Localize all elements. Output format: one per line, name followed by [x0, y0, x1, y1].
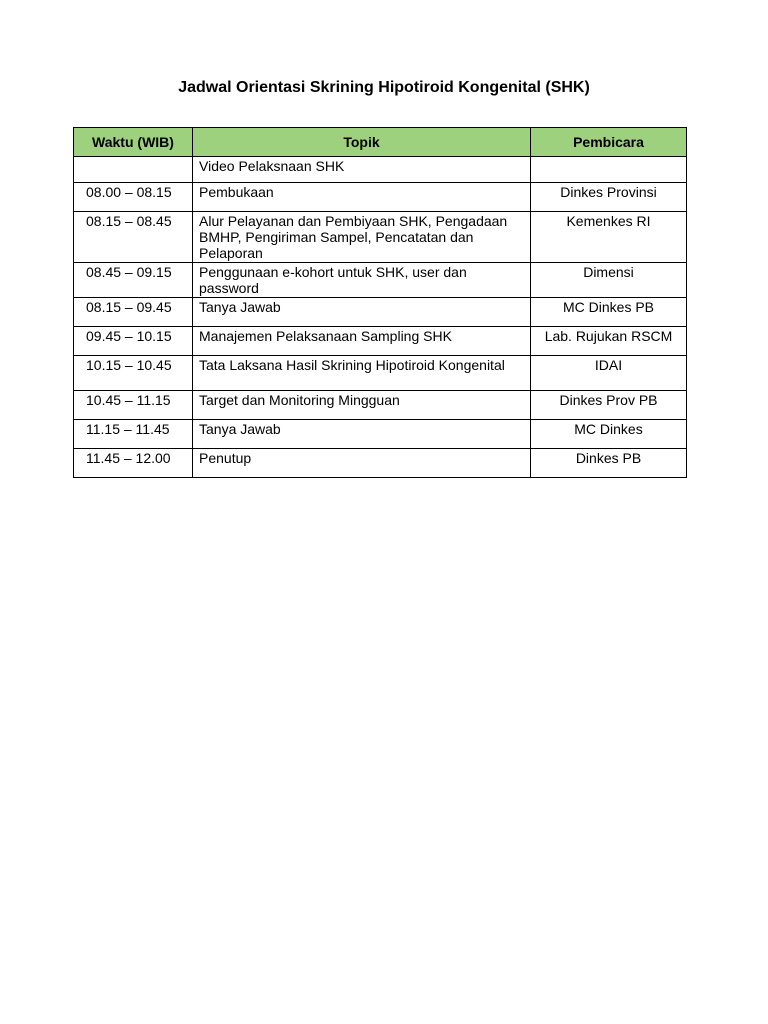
- cell-time: 08.45 – 09.15: [74, 263, 193, 298]
- table-row: [74, 263, 687, 298]
- cell-time: 10.45 – 11.15: [74, 391, 193, 420]
- header-time: Waktu (WIB): [74, 128, 193, 157]
- cell-time: 11.15 – 11.45: [74, 420, 193, 449]
- cell-speaker: Lab. Rujukan RSCM: [531, 327, 687, 356]
- cell-topic: Penggunaan e-kohort untuk SHK, user dan password: [193, 263, 531, 298]
- cell-time: 09.45 – 10.15: [74, 327, 193, 356]
- cell-time: 10.15 – 10.45: [74, 356, 193, 391]
- cell-topic: Penutup: [193, 449, 531, 478]
- cell-topic: Tanya Jawab: [193, 298, 531, 327]
- table-row: [74, 212, 687, 263]
- cell-topic: Video Pelaksnaan SHK: [193, 157, 531, 183]
- schedule-table: [73, 127, 687, 478]
- cell-speaker: Kemenkes RI: [531, 212, 687, 263]
- document-title: Jadwal Orientasi Skrining Hipotiroid Kongenital (SHK): [178, 79, 590, 96]
- cell-time: 08.15 – 08.45: [74, 212, 193, 263]
- cell-speaker: MC Dinkes: [531, 420, 687, 449]
- table-row: [74, 327, 687, 356]
- cell-speaker: Dinkes Prov PB: [531, 391, 687, 420]
- table-row: [74, 391, 687, 420]
- cell-speaker: IDAI: [531, 356, 687, 391]
- cell-speaker: Dinkes Provinsi: [531, 183, 687, 212]
- cell-topic: Target dan Monitoring Mingguan: [193, 391, 531, 420]
- cell-topic: Manajemen Pelaksanaan Sampling SHK: [193, 327, 531, 356]
- table-header-row: [74, 128, 687, 157]
- cell-topic: Alur Pelayanan dan Pembiyaan SHK, Pengadaan BMHP, Pengiriman Sampel, Pencatatan dan Pelaporan: [193, 212, 531, 263]
- header-speaker: Pembicara: [531, 128, 687, 157]
- cell-time: 08.00 – 08.15: [74, 183, 193, 212]
- header-topic: Topik: [193, 128, 531, 157]
- cell-time: 11.45 – 12.00: [74, 449, 193, 478]
- cell-speaker: MC Dinkes PB: [531, 298, 687, 327]
- table-row: [74, 157, 687, 183]
- cell-time: [74, 157, 193, 183]
- cell-speaker: [531, 157, 687, 183]
- table-row: [74, 183, 687, 212]
- table-row: [74, 449, 687, 478]
- table-row: [74, 356, 687, 391]
- cell-topic: Tanya Jawab: [193, 420, 531, 449]
- table-row: [74, 298, 687, 327]
- table-row: [74, 420, 687, 449]
- cell-speaker: Dinkes PB: [531, 449, 687, 478]
- cell-topic: Tata Laksana Hasil Skrining Hipotiroid Kongenital: [193, 356, 531, 391]
- cell-topic: Pembukaan: [193, 183, 531, 212]
- cell-time: 08.15 – 09.45: [74, 298, 193, 327]
- cell-speaker: Dimensi: [531, 263, 687, 298]
